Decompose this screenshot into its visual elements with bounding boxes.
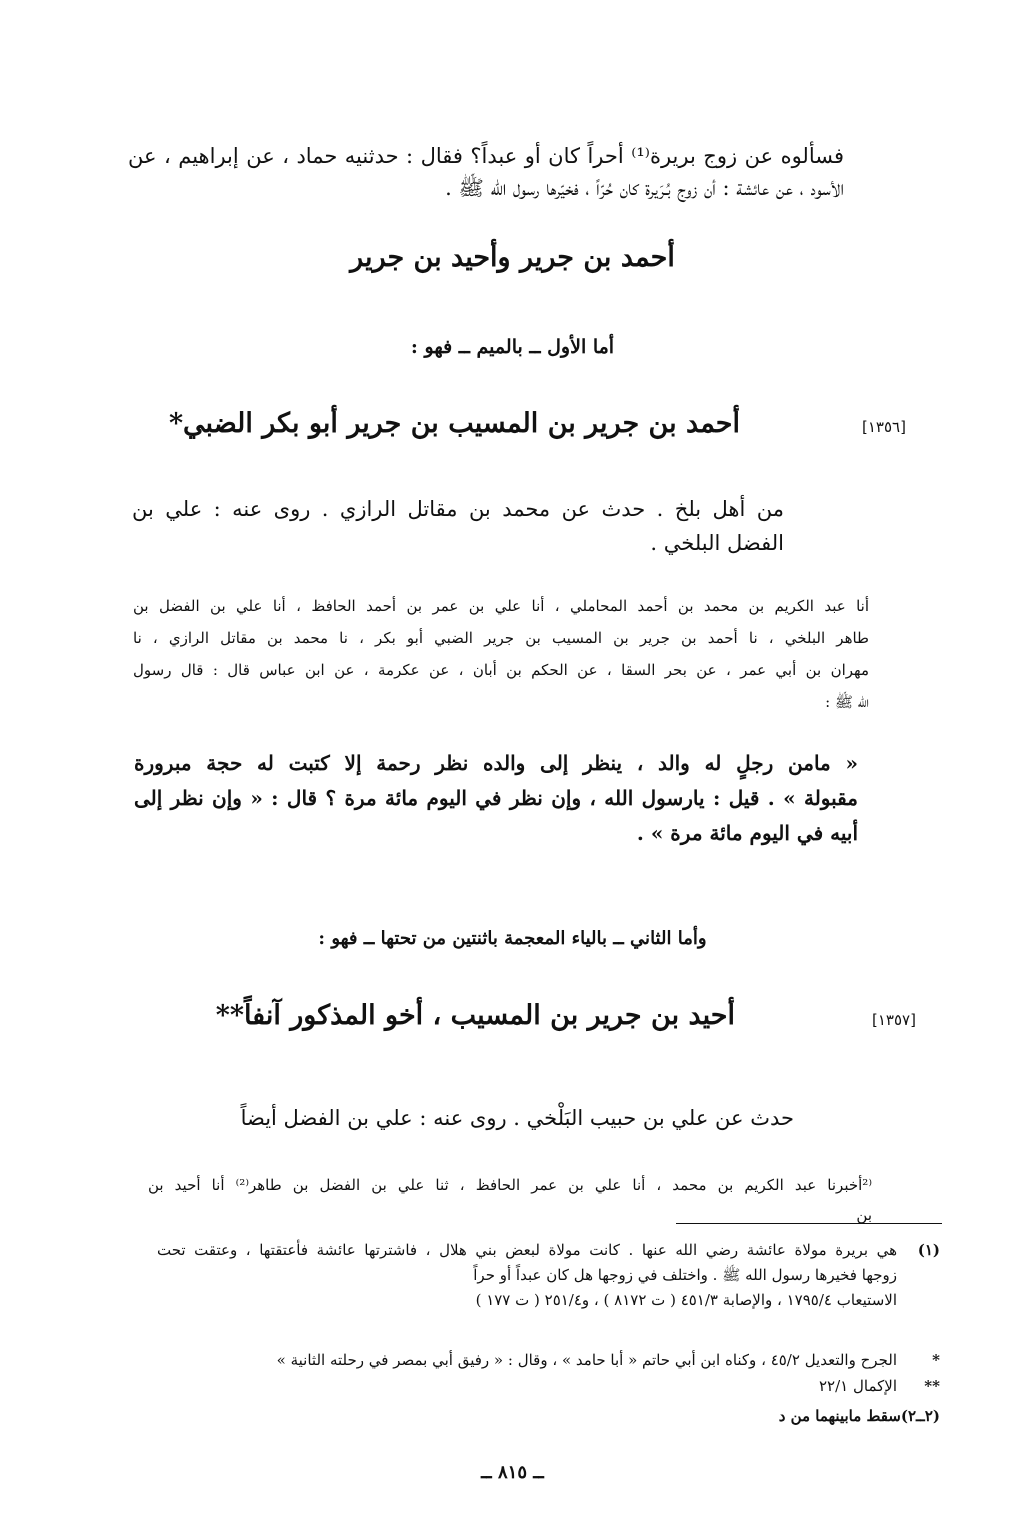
footnote-double-star-marker: ** — [924, 1377, 940, 1395]
page-number: ــ ٨١٥ ــ — [481, 1462, 544, 1483]
footnote-1-marker: (١) — [917, 1241, 940, 1259]
isnad-line: الله ﷺ : — [825, 693, 869, 711]
entry-title-1356: أحمد بن جرير بن المسيب بن جرير أبو بكر الضبي* — [168, 408, 740, 439]
footnote-star: الجرح والتعديل ٤٥/٢ ، وكناه ابن أبي حاتم « أبا حامد » ، وقال : « رفيق أبي بمصر في رحلته الثانية » — [276, 1351, 897, 1369]
footnote-divider — [676, 1223, 942, 1224]
bio-line: من أهل بلخ . حدث عن محمد بن مقاتل الرازي . روى عنه : علي بن — [132, 497, 784, 521]
footnote-line: الاستيعاب ١٧٩٥/٤ ، والإصابة ٤٥١/٣ ( ت ٨١٧٢ ) ، و٢٥١/٤ ( ت ١٧٧ ) — [475, 1291, 897, 1309]
entry-isnad-1356 — [133, 590, 869, 718]
isnad-line: طاهر البلخي ، نا أحمد بن جرير بن المسيب بن جرير الضبي أبو بكر ، نا محمد بن مقاتل الرازي ، نا — [133, 629, 869, 647]
entry-number-1356: [١٣٥٦] — [862, 418, 906, 436]
footnote-star-marker: * — [932, 1351, 940, 1369]
intro-paragraph — [128, 140, 844, 204]
entry-hadith-1356 — [134, 746, 858, 851]
footnote-2: (٢ــ٢)سقط مابينهما من د — [778, 1407, 940, 1425]
isnad-line: ⁽²أخبرنا عبد الكريم بن محمد ، أنا علي بن عمر الحافظ ، ثنا علي بن الفضل بن طاهر⁽²⁾ أنا أحيد بن — [148, 1176, 872, 1194]
entry-isnad-1357 — [148, 1170, 872, 1230]
intro-line: فسألوه عن زوج بريرة⁽¹⁾ أحراً كان أو عبداً؟ فقال : حدثنيه حماد ، عن إبراهيم ، عن — [128, 144, 845, 168]
footnote-1 — [157, 1238, 897, 1313]
isnad-line: بن — [856, 1206, 872, 1224]
entry-bio-1356 — [132, 492, 784, 560]
subheading-second: وأما الثاني ــ بالياء المعجمة باثنتين من تحتها ــ فهو : — [318, 928, 707, 949]
footnote-line: زوجها فخيرها رسول الله ﷺ . واختلف في زوجها هل كان عبداً أو حراً — [473, 1266, 897, 1284]
footnote-line: هي بريرة مولاة عائشة رضي الله عنها . كانت مولاة لبعض بني هلال ، فاشترتها عائشة فأعتقتها ، وعتقت تحت — [157, 1241, 897, 1259]
footnote-double-star: الإكمال ٢٢/١ — [818, 1377, 897, 1395]
entry-bio-1357: حدث عن علي بن حبيب البَلْخي . روى عنه : علي بن الفضل أيضاً — [240, 1106, 794, 1130]
subheading-first: أما الأول ــ بالميم ــ فهو : — [410, 336, 615, 358]
intro-line: الأسود ، عن عائشة : أن زوج بُـرَيرة كان حُرّاً ، فخيّرها رسول الله ﷺ . — [445, 176, 844, 200]
hadith-line: أبيه في اليوم مائة مرة » . — [636, 821, 858, 845]
isnad-line: مهران بن أبي عمر ، عن بحر السقا ، عن الحكم بن أبان ، عن عكرمة ، عن ابن عباس قال : قال رسول — [133, 661, 869, 679]
hadith-line: مقبولة » . قيل : يارسول الله ، وإن نظر في اليوم مائة مرة ؟ قال : « وإن نظر إلى — [134, 786, 858, 810]
entry-title-1357: أحيد بن جرير بن المسيب ، أخو المذكور آنفاً** — [215, 1000, 735, 1031]
bio-line: الفضل البلخي . — [650, 531, 784, 555]
page-title: أحمد بن جرير وأحيد بن جرير — [350, 242, 675, 273]
entry-number-1357: [١٣٥٧] — [872, 1011, 916, 1029]
isnad-line: أنا عبد الكريم بن محمد بن أحمد المحاملي ، أنا علي بن عمر بن أحمد الحافظ ، أنا علي بن الفضل بن — [133, 597, 869, 615]
hadith-line: « مامن رجلٍ له والد ، ينظر إلى والده نظر رحمة إلا كتبت له حجة مبرورة — [134, 751, 858, 775]
